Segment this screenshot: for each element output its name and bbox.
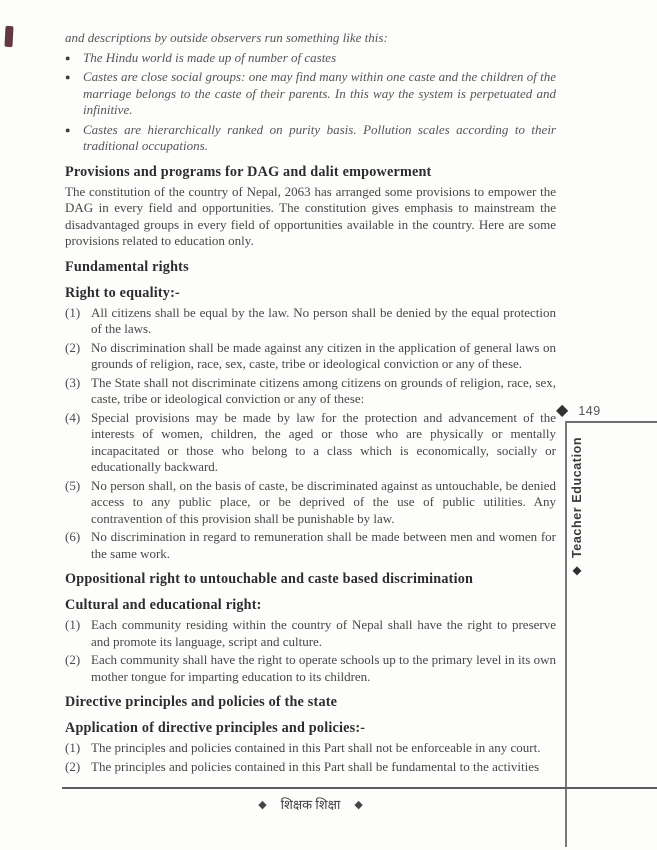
- italic-lead: and descriptions by outside observers run something like this:: [65, 30, 388, 45]
- numbered-item: [65, 375, 556, 408]
- scan-artifact: [4, 26, 13, 47]
- item-number: (2): [65, 339, 81, 355]
- section-heading: Right to equality:-: [65, 284, 180, 301]
- diamond-icon: ◆: [354, 799, 363, 811]
- body-paragraph: The constitution of the country of Nepal, 2063 has arranged some provisions to empower the DAG in every field and opportunities. The constitution gives emphasis to mainstream the disadvantaged groups in every field of opportunities available in the country. Here are some provisions related to education only.: [65, 183, 556, 248]
- footer-rule: [62, 787, 657, 789]
- sidebar-vertical-label: [570, 428, 584, 578]
- item-number: (6): [65, 529, 81, 544]
- bullet-text: Castes are hierarchically ranked on purity basis. Pollution scales according to their traditional occupations.: [83, 121, 556, 153]
- item-number: (1): [65, 617, 81, 632]
- bullet-item: [65, 69, 556, 119]
- item-number: (3): [65, 374, 81, 390]
- bullet-item: [65, 122, 556, 155]
- section-heading: Provisions and programs for DAG and dalit empowerment: [65, 163, 432, 180]
- item-text: No person shall, on the basis of caste, be discriminated against as untouchable, be denied access to any public place, or be deprived of the use of public utilities. Any contravention of this provision shall be punishable by law.: [91, 477, 556, 526]
- page-number-rule: [566, 421, 657, 423]
- sidebar-label-text: Teacher Education: [570, 437, 584, 559]
- item-text: The principles and policies contained in this Part shall be fundamental to the activities: [91, 758, 540, 774]
- item-text: All citizens shall be equal by the law. No person shall be denied by the equal protection of the laws.: [91, 304, 556, 336]
- numbered-item: [65, 305, 556, 338]
- page-number-block: [556, 403, 601, 419]
- numbered-item: [65, 617, 556, 650]
- item-number: (1): [65, 740, 81, 755]
- content-column: [65, 30, 556, 777]
- item-number: (2): [65, 758, 81, 774]
- item-number: (2): [65, 652, 81, 667]
- footer: [65, 795, 556, 813]
- bullet-text: The Hindu world is made up of number of castes: [83, 49, 337, 65]
- section-heading: Directive principles and policies of the state: [65, 694, 338, 710]
- item-text: The principles and policies contained in this Part shall not be enforceable in any court.: [91, 740, 541, 755]
- bullet-icon: ●: [65, 52, 71, 63]
- sidebar-rule: [565, 421, 567, 847]
- section-heading: Oppositional right to untouchable and caste based discrimination: [65, 571, 474, 587]
- section-heading: Cultural and educational right:: [65, 597, 262, 613]
- numbered-item: [65, 652, 556, 685]
- numbered-item: [65, 759, 556, 776]
- bullet-item: [65, 50, 556, 67]
- item-text: No discrimination in regard to remuneration shall be made between men and women for the same work.: [91, 529, 556, 561]
- numbered-item: [65, 410, 556, 476]
- bullet-icon: ●: [65, 72, 71, 82]
- diamond-icon: ◆: [556, 402, 569, 419]
- item-text: No discrimination shall be made against any citizen in the application of general laws on grounds of religion, race, sex, caste, tribe or ideological conviction or any of these.: [91, 339, 556, 371]
- item-text: Special provisions may be made by law for the protection and advancement of the interests of women, children, the aged or those who are physically or mentally incapacitated or those who belong to a class which is economically, socially or educationally backward.: [91, 409, 556, 474]
- numbered-item: [65, 529, 556, 562]
- item-text: The State shall not discriminate citizens among citizens on grounds of religion, race, sex, caste, tribe or ideological conviction or any of these:: [91, 374, 556, 406]
- section-heading: Application of directive principles and policies:-: [65, 720, 366, 736]
- section-heading: Fundamental rights: [65, 258, 189, 275]
- item-number: (5): [65, 477, 81, 493]
- item-number: (4): [65, 409, 81, 425]
- numbered-item: [65, 740, 556, 757]
- bullet-icon: ●: [65, 124, 71, 135]
- item-text: Each community residing within the country of Nepal shall have the right to preserve and promote its language, script and culture.: [91, 617, 556, 649]
- diamond-icon: ◆: [571, 564, 584, 578]
- numbered-item: [65, 478, 556, 528]
- item-number: (1): [65, 304, 81, 320]
- numbered-item: [65, 340, 556, 373]
- item-text: Each community shall have the right to operate schools up to the primary level in its own mother tongue for imparting education to its children.: [91, 652, 556, 684]
- bullet-text: Castes are close social groups: one may find many within one caste and the children of the marriage belongs to the caste of their parents. In this way the system is perpetuated and infinitive.: [83, 69, 556, 117]
- footer-text: शिक्षक शिक्षा: [280, 797, 341, 812]
- diamond-icon: ◆: [258, 799, 267, 811]
- page-number: 149: [578, 404, 601, 418]
